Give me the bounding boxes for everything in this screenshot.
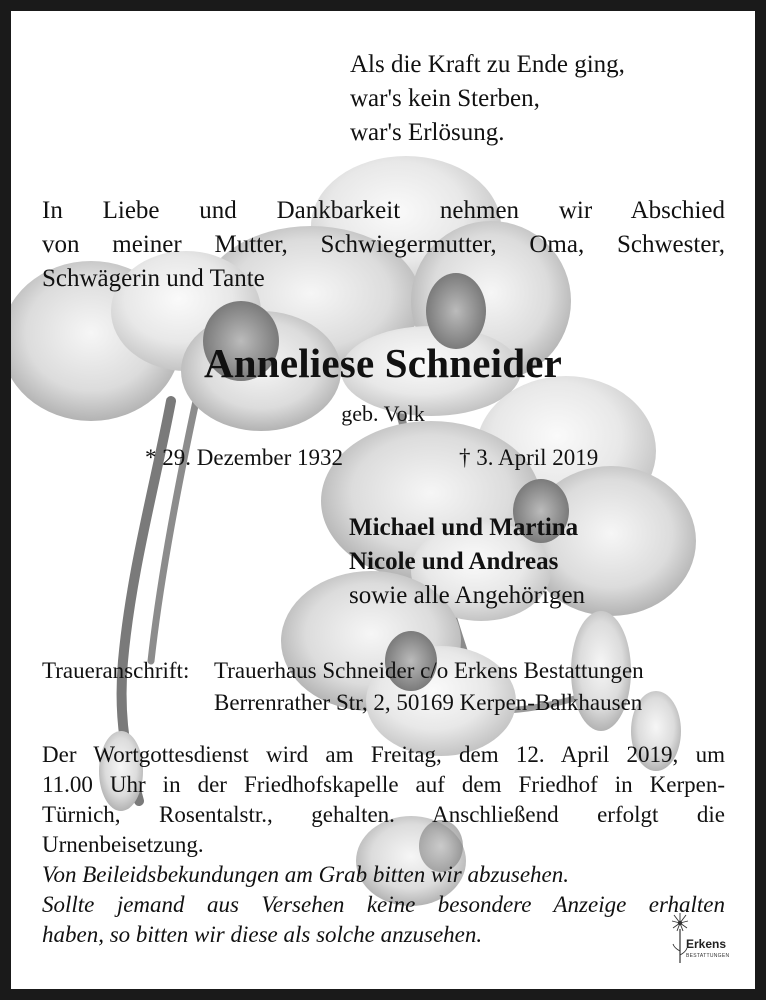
service-line: Türnich, Rosentalstr., gehalten. Anschließend erfolgt die: [42, 802, 725, 827]
address-line: Berrenrather Str, 2, 50169 Kerpen-Balkhausen: [214, 690, 643, 715]
maiden-name: geb. Volk: [341, 401, 425, 426]
service-line: Der Wortgottesdienst wird am Freitag, dem 12. April 2019, um: [42, 742, 725, 767]
service-line: Urnenbeisetzung.: [42, 832, 204, 857]
mourning-address: [214, 655, 644, 719]
deceased-name: Anneliese Schneider: [204, 340, 562, 386]
service-line: 11.00 Uhr in der Friedhofskapelle auf dem Friedhof in Kerpen-: [42, 772, 725, 797]
service-note-line: Von Beileidsbekundungen am Grab bitten wir abzusehen.: [42, 862, 570, 887]
poem: [350, 48, 625, 150]
intro-text: [42, 194, 725, 296]
service-notice: [42, 740, 725, 950]
poem-line: war's Erlösung.: [350, 119, 505, 146]
intro-line: In Liebe und Dankbarkeit nehmen wir Abschied: [42, 197, 725, 224]
address-line: Trauerhaus Schneider c/o Erkens Bestattungen: [214, 658, 644, 683]
mourners: [349, 511, 585, 613]
funeral-home-logo: [671, 911, 735, 971]
service-note-line: haben, so bitten wir diese als solche anzusehen.: [42, 922, 483, 947]
birth-date: * 29. Dezember 1932: [145, 445, 343, 470]
intro-line: von meiner Mutter, Schwiegermutter, Oma, Schwester,: [42, 231, 725, 258]
address-label: Traueranschrift:: [42, 658, 190, 683]
intro-line: Schwägerin und Tante: [42, 265, 265, 292]
mourner-line: sowie alle Angehörigen: [349, 582, 586, 609]
logo-name: Erkens: [686, 937, 727, 951]
death-date: † 3. April 2019: [459, 445, 599, 470]
logo-subtitle: BESTATTUNGEN: [686, 953, 730, 959]
service-note-line: Sollte jemand aus Versehen keine besondere Anzeige erhalten: [42, 892, 725, 917]
poem-line: war's kein Sterben,: [350, 85, 540, 112]
mourner-line: Nicole und Andreas: [349, 548, 559, 575]
mourner-line: Michael und Martina: [349, 514, 579, 541]
poem-line: Als die Kraft zu Ende ging,: [350, 51, 625, 78]
